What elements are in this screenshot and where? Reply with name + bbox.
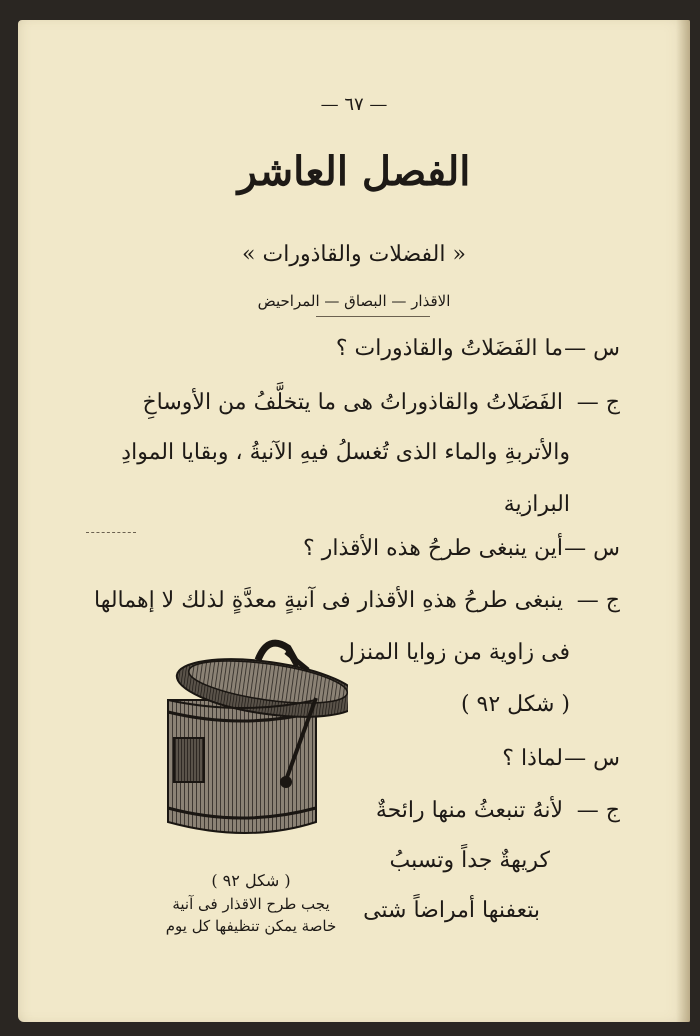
answer-3-line-3: بتعفنها أمراضاً شتى xyxy=(363,898,540,923)
answer-label: ج — xyxy=(576,798,620,823)
answer-1-line-3: البرازية xyxy=(503,492,570,517)
answer-2-line-3: ( شكل ٩٢ ) xyxy=(460,692,570,717)
question-label: س — xyxy=(564,336,620,361)
trash-bin-illustration-icon xyxy=(148,630,348,845)
answer-1-line-2: والأتربةِ والماء الذى تُغسلُ فيهِ الآنيةُ ، وبقايا الموادِ xyxy=(121,440,570,465)
figure-label: ( شكل ٩٢ ) xyxy=(211,871,291,890)
question-2-text: أين ينبغى طرحُ هذه الأقذار ؟ xyxy=(303,536,563,561)
answer-2-line-1: ينبغى طرحُ هذهِ الأقذار فى آنيةٍ معدَّةٍ لذلك لا إهمالها xyxy=(94,588,563,613)
question-3 xyxy=(502,746,620,771)
question-2 xyxy=(303,536,620,561)
chapter-subtitle: « الفضلات والقاذورات » xyxy=(242,242,466,267)
question-label: س — xyxy=(564,746,620,771)
chapter-topics: الاقذار — البصاق — المراحيض xyxy=(257,292,451,310)
page-content xyxy=(18,20,690,1022)
answer-1-line-1: الفَضَلاتُ والقاذوراتُ هى ما يتخلَّفُ من الأوساخِ xyxy=(142,390,563,415)
question-3-text: لماذا ؟ xyxy=(502,746,563,771)
answer-3-line-1: لأنهُ تنبعثُ منها رائحةٌ xyxy=(375,798,563,823)
divider xyxy=(316,316,430,317)
answer-3-line-2: كريهةٌ جداً وتسببُ xyxy=(389,848,550,873)
chapter-title: الفصل العاشر xyxy=(237,148,471,195)
question-1 xyxy=(336,336,620,361)
book-page xyxy=(18,20,690,1022)
margin-mark xyxy=(86,532,136,533)
figure-caption-line-2: خاصة يمكن تنظيفها كل يوم xyxy=(165,917,337,935)
page-number: — ٦٧ — xyxy=(320,94,388,115)
question-1-text: ما الفَضَلاتُ والقاذورات ؟ xyxy=(335,336,563,361)
figure-caption-line-1: يجب طرح الاقذار فى آنية xyxy=(172,895,330,913)
answer-1 xyxy=(142,390,620,415)
answer-3 xyxy=(376,798,620,823)
answer-label: ج — xyxy=(576,390,620,415)
answer-2-line-2: فى زاوية من زوايا المنزل xyxy=(338,640,570,665)
answer-2 xyxy=(94,588,620,613)
question-label: س — xyxy=(564,536,620,561)
answer-label: ج — xyxy=(576,588,620,613)
